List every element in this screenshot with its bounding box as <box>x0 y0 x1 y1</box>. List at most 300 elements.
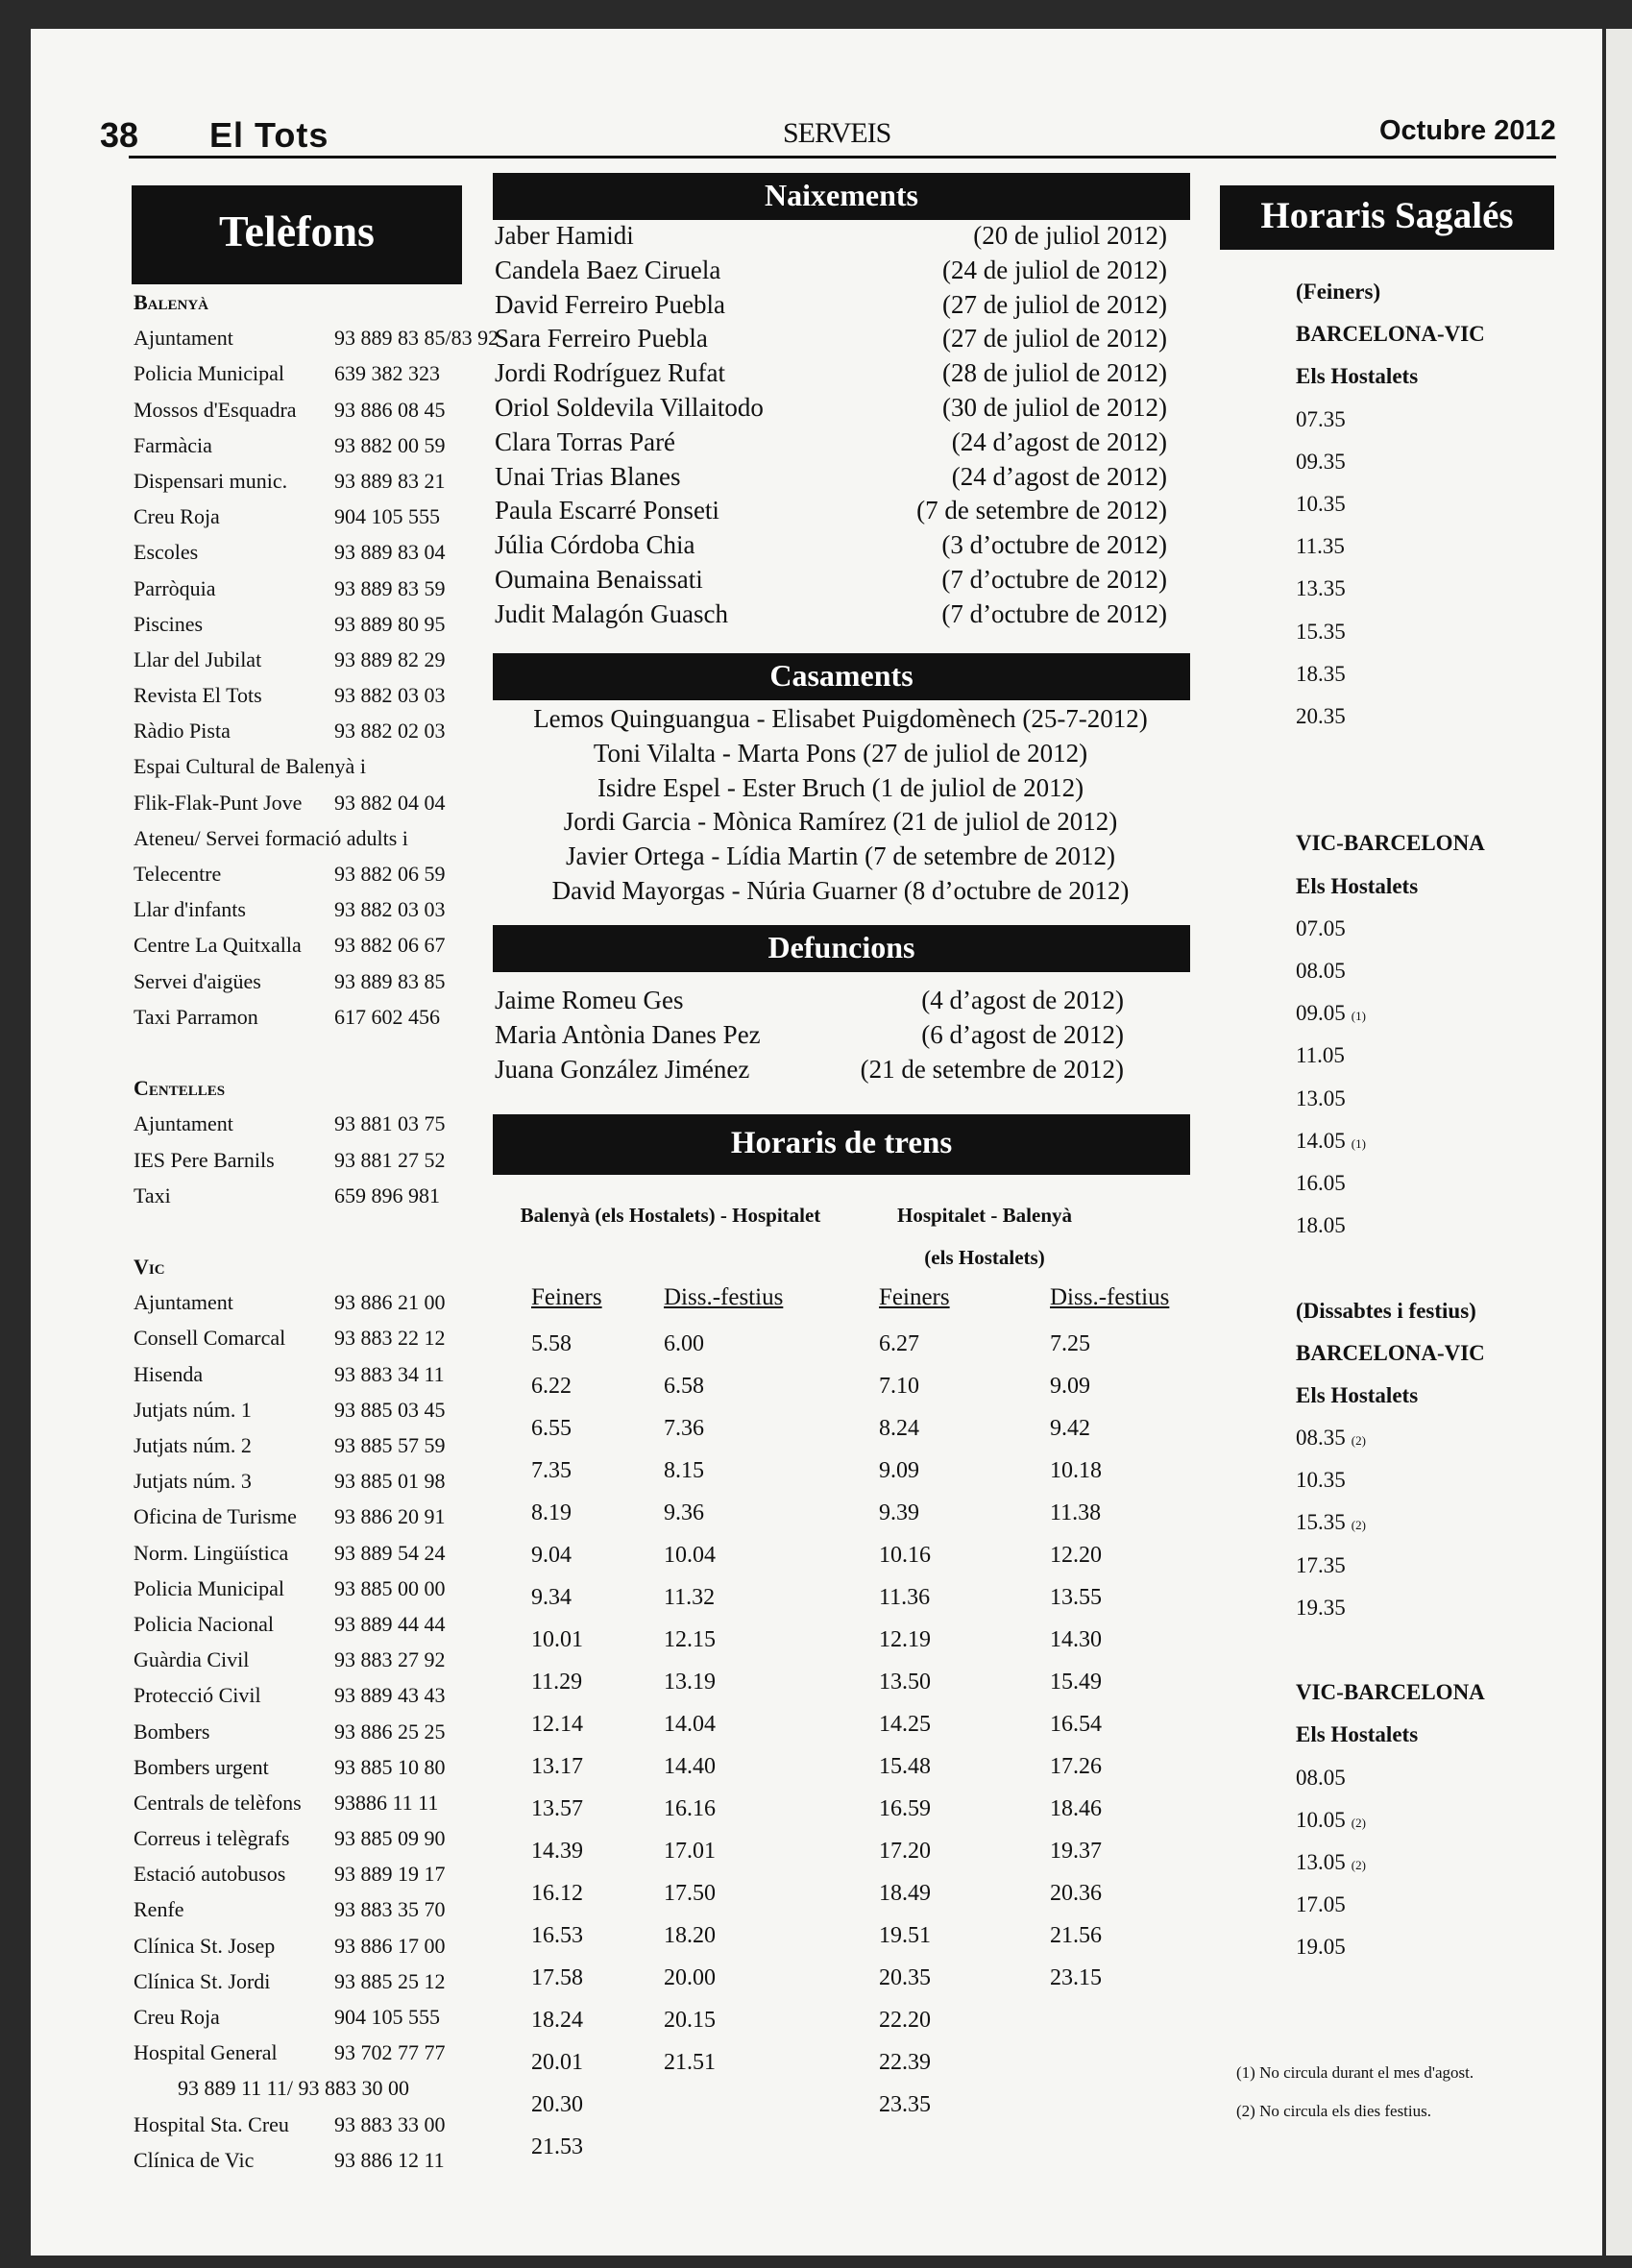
phone-number: 617 602 456 <box>334 1004 440 1029</box>
phone-row <box>134 1856 479 1891</box>
bus-time: Els Hostalets <box>1296 364 1419 389</box>
wedding-row: David Mayorgas - Núria Guarner (8 d’octubre de 2012) <box>551 875 1130 905</box>
death-row-name: Maria Antònia Danes Pez <box>495 1019 761 1049</box>
train-time: 18.20 <box>664 1923 716 1948</box>
bus-row <box>1296 1290 1613 1332</box>
phone-row <box>134 320 499 355</box>
telefons-list <box>134 284 499 2178</box>
train-time: 18.49 <box>879 1881 931 1906</box>
telefons-group-title: Centelles <box>134 1076 226 1101</box>
birth-row-date: (24 d’agost de 2012) <box>951 427 1167 456</box>
bus-row <box>1296 1629 1613 1671</box>
phone-name: Hisenda <box>134 1361 204 1386</box>
bus-time: 17.05 <box>1296 1892 1346 1917</box>
phone-number: 93 885 03 45 <box>334 1397 446 1422</box>
phone-row <box>134 1606 479 1642</box>
bus-time: VIC-BARCELONA <box>1296 831 1485 856</box>
train-time: 11.36 <box>879 1585 931 1610</box>
birth-row-name: Candela Baez Ciruela <box>495 255 721 284</box>
phone-row <box>134 677 479 713</box>
phone-row <box>134 927 479 963</box>
train-time: 12.20 <box>1050 1543 1102 1568</box>
phone-row <box>134 1749 479 1785</box>
birth-row-name: Oriol Soldevila Villaitodo <box>495 392 764 422</box>
train-time: 5.58 <box>531 1331 572 1356</box>
birth-row-date: (24 de juliol de 2012) <box>942 255 1167 284</box>
phone-row <box>134 1820 479 1856</box>
phone-number: 93 889 80 95 <box>334 611 446 636</box>
bus-row <box>1296 1205 1613 1247</box>
phone-row <box>134 606 479 642</box>
phone-number: 659 896 981 <box>334 1183 440 1207</box>
train-time: 9.39 <box>879 1500 919 1525</box>
phone-row <box>134 1284 479 1320</box>
bus-row <box>1296 1587 1613 1629</box>
birth-row <box>495 391 1186 426</box>
train-time: 14.04 <box>664 1712 716 1737</box>
bus-row <box>1296 525 1613 568</box>
death-row-date: (4 d’agost de 2012) <box>921 986 1124 1014</box>
train-time: 7.10 <box>879 1374 919 1399</box>
phone-number: 93 883 35 70 <box>334 1897 446 1922</box>
wedding-row: Jordi Garcia - Mònica Ramírez (21 de juliol de 2012) <box>563 807 1118 837</box>
train-time: 20.00 <box>664 1965 716 1990</box>
phone-number: 93 882 02 03 <box>334 719 446 744</box>
train-time: 15.49 <box>1050 1670 1102 1695</box>
bus-row <box>1296 908 1613 950</box>
bus-note: (2) <box>1351 1518 1366 1533</box>
bus-row <box>1296 1332 1613 1375</box>
train-time: 22.39 <box>879 2050 931 2075</box>
phone-name: Flik-Flak-Punt Jove <box>134 790 303 815</box>
phone-row <box>134 2142 479 2178</box>
train-time: 13.55 <box>1050 1585 1102 1610</box>
train-time: 16.59 <box>879 1796 931 1821</box>
route1-festius-header: Diss.-festius <box>664 1284 784 1310</box>
phone-number: 93 889 83 21 <box>334 468 446 493</box>
death-row-date: (6 d’agost de 2012) <box>921 1019 1124 1049</box>
bus-time: 14.05 <box>1296 1128 1346 1153</box>
bus-row <box>1296 992 1613 1035</box>
spacer <box>134 1035 479 1070</box>
train-time: 17.58 <box>531 1965 583 1990</box>
header-rule <box>129 156 1556 159</box>
phone-number: 93 886 08 45 <box>334 397 446 422</box>
bus-row <box>1296 399 1613 441</box>
train-time: 13.50 <box>879 1670 931 1695</box>
train-time: 17.20 <box>879 1839 931 1864</box>
defuncions-list <box>495 984 1186 1086</box>
bus-row <box>1296 1841 1613 1884</box>
train-time: 6.22 <box>531 1374 572 1399</box>
route1-festius-times <box>664 1323 716 2084</box>
train-time: 13.17 <box>531 1754 583 1779</box>
birth-row <box>495 219 1186 254</box>
phone-name: Ajuntament <box>134 326 233 351</box>
phone-number: 93 889 82 29 <box>334 646 446 671</box>
train-time: 16.54 <box>1050 1712 1102 1737</box>
bus-row <box>1296 780 1613 822</box>
bus-time: 15.35 <box>1296 619 1346 644</box>
naixements-list <box>495 219 1186 632</box>
train-time: 18.24 <box>531 2008 583 2033</box>
bus-time: 08.35 <box>1296 1426 1346 1451</box>
wedding-row: Isidre Espel - Ester Bruch (1 de juliol de 2012) <box>597 772 1084 802</box>
phone-name: Creu Roja <box>134 504 220 529</box>
bus-row <box>1296 1459 1613 1501</box>
phone-row <box>134 1928 479 1963</box>
birth-row <box>495 597 1186 632</box>
phone-row <box>134 891 479 927</box>
phone-row <box>134 499 479 534</box>
route2-feiners-times <box>879 1323 931 2126</box>
phone-row <box>134 999 479 1035</box>
train-time: 10.18 <box>1050 1458 1102 1483</box>
footnote-1: (1) No circula durant el mes d'agost. <box>1236 2063 1474 2082</box>
bus-row <box>1296 1162 1613 1205</box>
phone-row <box>134 1677 479 1713</box>
train-time: 9.04 <box>531 1543 572 1568</box>
bus-row <box>1296 866 1613 908</box>
phone-number: 93 886 17 00 <box>334 1933 446 1958</box>
phone-number: 93 885 01 98 <box>334 1469 446 1494</box>
phone-name: Consell Comarcal <box>134 1326 286 1351</box>
phone-row <box>134 785 479 820</box>
wedding-row: Toni Vilalta - Marta Pons (27 de juliol de 2012) <box>593 738 1088 768</box>
phone-row <box>134 1142 479 1178</box>
bus-time: 07.35 <box>1296 406 1346 431</box>
train-time: 14.25 <box>879 1712 931 1737</box>
phone-number: 93 885 25 12 <box>334 1968 446 1993</box>
train-time: 12.19 <box>879 1627 931 1652</box>
bus-row <box>1296 271 1613 313</box>
phone-number: 93 881 03 75 <box>334 1111 446 1136</box>
birth-row <box>495 460 1186 495</box>
phone-number: 93 889 19 17 <box>334 1862 446 1887</box>
phone-name: Dispensari munic. <box>134 468 288 493</box>
birth-row-name: Jaber Hamidi <box>495 221 634 250</box>
train-time: 11.38 <box>1050 1500 1102 1525</box>
phone-name: Guàrdia Civil <box>134 1647 250 1672</box>
route1-feiners-header: Feiners <box>531 1284 602 1310</box>
phone-row <box>134 463 479 499</box>
phone-name: Mossos d'Esquadra <box>134 397 297 422</box>
bus-row <box>1296 1375 1613 1417</box>
phone-name: Centre La Quitxalla <box>134 933 302 958</box>
train-time: 13.57 <box>531 1796 583 1821</box>
telefons-group-title: Vic <box>134 1255 165 1280</box>
phone-row <box>134 963 479 999</box>
casaments-heading: Casaments <box>493 653 1190 700</box>
bus-row <box>1296 950 1613 992</box>
train-time: 9.09 <box>879 1458 919 1483</box>
birth-row-date: (27 de juliol de 2012) <box>942 289 1167 319</box>
bus-time: 10.05 <box>1296 1807 1346 1832</box>
train-time: 13.19 <box>664 1670 716 1695</box>
phone-number: 93 889 83 04 <box>334 540 446 565</box>
train-time: 7.25 <box>1050 1331 1090 1356</box>
train-time: 14.39 <box>531 1839 583 1864</box>
phone-number: 93 883 27 92 <box>334 1647 446 1672</box>
death-row <box>495 1018 1186 1053</box>
bus-row <box>1296 313 1613 355</box>
death-row-date: (21 de setembre de 2012) <box>860 1054 1124 1084</box>
train-time: 6.55 <box>531 1416 572 1441</box>
telefons-group-title: Balenyà <box>134 290 209 314</box>
phone-number: 93 889 83 59 <box>334 575 446 600</box>
bus-time: 08.05 <box>1296 1765 1346 1790</box>
phone-name: Centrals de telèfons <box>134 1790 302 1815</box>
bus-row <box>1296 611 1613 653</box>
phone-row <box>134 392 479 427</box>
train-time: 22.20 <box>879 2008 931 2033</box>
bus-row <box>1296 1926 1613 1968</box>
bus-row <box>1296 1799 1613 1841</box>
bus-time: (Feiners) <box>1296 280 1381 304</box>
phone-row <box>134 1571 479 1606</box>
bus-row <box>1296 1545 1613 1587</box>
phone-number: 93 882 03 03 <box>334 683 446 708</box>
route2-festius-times <box>1050 1323 1102 1999</box>
route2-title-line2: (els Hostalets) <box>924 1246 1045 1269</box>
defuncions-heading: Defuncions <box>493 925 1190 972</box>
phone-name: Policia Nacional <box>134 1611 275 1636</box>
bus-time: (Dissabtes i festius) <box>1296 1298 1476 1323</box>
phone-name: Estació autobusos <box>134 1862 286 1887</box>
bus-row <box>1296 1501 1613 1544</box>
phone-name: Revista El Tots <box>134 683 262 708</box>
bus-note: (2) <box>1351 1433 1366 1449</box>
train-time: 14.30 <box>1050 1627 1102 1652</box>
wedding-row: Javier Ortega - Lídia Martin (7 de setembre de 2012) <box>565 841 1116 871</box>
phone-name: Jutjats núm. 2 <box>134 1433 252 1457</box>
train-time: 6.58 <box>664 1374 704 1399</box>
train-time: 21.56 <box>1050 1923 1102 1948</box>
phone-number: 904 105 555 <box>334 504 440 529</box>
birth-row-name: Unai Trias Blanes <box>495 461 681 491</box>
bus-time: 13.35 <box>1296 576 1346 601</box>
phone-name: Clínica St. Jordi <box>134 1968 271 1993</box>
bus-time: 18.05 <box>1296 1213 1346 1238</box>
phone-row <box>134 1427 479 1463</box>
phone-row <box>134 1356 479 1392</box>
train-time: 16.12 <box>531 1881 583 1906</box>
phone-name: Parròquia <box>134 575 216 600</box>
phone-name: Jutjats núm. 3 <box>134 1469 252 1494</box>
phone-row <box>134 534 479 570</box>
birth-row <box>495 528 1186 563</box>
phone-number: 93 883 34 11 <box>334 1361 445 1386</box>
phone-number: 93886 11 11 <box>334 1790 439 1815</box>
bus-time: BARCELONA-VIC <box>1296 322 1485 347</box>
phone-name: Hospital Sta. Creu <box>134 2111 289 2136</box>
train-time: 11.32 <box>664 1585 716 1610</box>
bus-time: 18.35 <box>1296 661 1346 686</box>
birth-row <box>495 356 1186 391</box>
phone-number: 93 885 57 59 <box>334 1433 446 1457</box>
phone-name: Bombers urgent <box>134 1754 269 1779</box>
birth-row-name: Judit Malagón Guasch <box>495 598 728 628</box>
birth-row <box>495 563 1186 597</box>
phone-row <box>134 1463 479 1499</box>
train-time: 12.14 <box>531 1712 583 1737</box>
phone-name: Ateneu/ Servei formació adults i <box>134 825 408 850</box>
train-time: 23.35 <box>879 2092 931 2117</box>
phone-name: Policia Municipal <box>134 1575 285 1600</box>
birth-row-date: (30 de juliol de 2012) <box>942 392 1167 422</box>
phone-row <box>134 355 479 391</box>
train-time: 7.35 <box>531 1458 572 1483</box>
train-time: 15.48 <box>879 1754 931 1779</box>
phone-row <box>134 2107 479 2142</box>
phone-name: Bombers <box>134 1719 210 1744</box>
death-row <box>495 1053 1186 1087</box>
phone-row <box>134 1999 479 2035</box>
phone-row <box>134 1963 479 1999</box>
phone-number: 93 889 44 44 <box>334 1611 446 1636</box>
train-time: 20.36 <box>1050 1881 1102 1906</box>
page-number: 38 <box>100 115 139 155</box>
footnote-2: (2) No circula els dies festius. <box>1236 2102 1431 2120</box>
bus-time: 13.05 <box>1296 1849 1346 1874</box>
train-time: 20.01 <box>531 2050 583 2075</box>
phone-number: 93 886 25 25 <box>334 1719 446 1744</box>
phone-name: Protecció Civil <box>134 1683 261 1708</box>
train-time: 21.53 <box>531 2134 583 2159</box>
bus-row <box>1296 441 1613 483</box>
train-time: 19.37 <box>1050 1839 1102 1864</box>
phone-name: Servei d'aigües <box>134 968 261 993</box>
bus-time: 07.05 <box>1296 915 1346 940</box>
train-time: 8.24 <box>879 1416 919 1441</box>
phone-name: Norm. Lingüística <box>134 1540 289 1565</box>
phone-name: Ajuntament <box>134 1290 233 1315</box>
train-time: 6.00 <box>664 1331 704 1356</box>
phone-number: 93 885 00 00 <box>334 1575 446 1600</box>
phone-number: 93 886 21 00 <box>334 1290 446 1315</box>
phone-number: 93 882 06 67 <box>334 933 446 958</box>
bus-row <box>1296 483 1613 525</box>
train-time: 8.19 <box>531 1500 572 1525</box>
bus-time: 11.35 <box>1296 534 1345 559</box>
phone-row <box>134 748 479 784</box>
bus-time: 10.35 <box>1296 1468 1346 1493</box>
phone-name: Clínica St. Josep <box>134 1933 276 1958</box>
bus-row <box>1296 653 1613 695</box>
train-time: 17.01 <box>664 1839 716 1864</box>
birth-row-date: (20 de juliol 2012) <box>973 221 1167 250</box>
bus-note: (1) <box>1351 1135 1366 1151</box>
route2-festius-header: Diss.-festius <box>1050 1284 1170 1310</box>
train-time: 16.53 <box>531 1923 583 1948</box>
phone-row <box>134 1535 479 1571</box>
phone-name: Piscines <box>134 611 204 636</box>
phone-number: 93 881 27 52 <box>334 1147 446 1172</box>
bus-time: 09.05 <box>1296 1001 1346 1026</box>
train-time: 9.34 <box>531 1585 572 1610</box>
route2-feiners-header: Feiners <box>879 1284 950 1310</box>
birth-row-date: (7 de setembre de 2012) <box>916 496 1167 525</box>
issue-date: Octubre 2012 <box>1379 115 1556 146</box>
bus-note: (2) <box>1351 1857 1366 1872</box>
bus-row <box>1296 1671 1613 1714</box>
bus-row <box>1296 1120 1613 1162</box>
route2-title-line1: Hospitalet - Balenyà <box>897 1204 1072 1227</box>
sagales-timetable <box>1296 271 1613 1969</box>
phone-name: Creu Roja <box>134 2005 220 2029</box>
spacer <box>134 1213 479 1249</box>
birth-row-date: (7 d’octubre de 2012) <box>941 564 1167 594</box>
phone-name: Renfe <box>134 1897 184 1922</box>
bus-time: 09.35 <box>1296 449 1346 474</box>
bus-row <box>1296 738 1613 780</box>
trens-heading: Horaris de trens <box>493 1114 1190 1175</box>
bus-time: BARCELONA-VIC <box>1296 1340 1485 1365</box>
phone-number: 93 885 10 80 <box>334 1754 446 1779</box>
bus-row <box>1296 355 1613 398</box>
casaments-list <box>495 702 1186 909</box>
phone-row <box>134 1392 479 1427</box>
phone-row <box>134 1106 479 1141</box>
phone-number: 93 883 22 12 <box>334 1326 446 1351</box>
phone-row <box>134 1320 479 1355</box>
phone-number: 93 889 83 85/83 92 <box>334 326 499 351</box>
phone-row <box>134 1891 479 1927</box>
phone-row <box>134 1642 479 1677</box>
train-time: 11.29 <box>531 1670 583 1695</box>
train-time: 16.16 <box>664 1796 716 1821</box>
birth-row-date: (27 de juliol de 2012) <box>942 324 1167 354</box>
train-time: 10.04 <box>664 1543 716 1568</box>
phone-name: Correus i telègrafs <box>134 1826 290 1851</box>
magazine-title: El Tots <box>209 115 329 155</box>
bus-time: 08.05 <box>1296 959 1346 983</box>
bus-time: 16.05 <box>1296 1170 1346 1195</box>
phone-number: 93 702 77 77 <box>334 2040 446 2065</box>
phone-number: 93 889 54 24 <box>334 1540 446 1565</box>
phone-row <box>134 642 479 677</box>
birth-row-name: Júlia Córdoba Chia <box>495 530 695 560</box>
phone-row <box>134 1499 479 1534</box>
phone-number: 639 382 323 <box>334 361 440 386</box>
bus-time: Els Hostalets <box>1296 1722 1419 1747</box>
sagales-heading: Horaris Sagalés <box>1220 185 1554 250</box>
route1-feiners-times <box>531 1323 583 2168</box>
phone-name: IES Pere Barnils <box>134 1147 275 1172</box>
bus-row <box>1296 822 1613 865</box>
train-time: 18.46 <box>1050 1796 1102 1821</box>
train-time: 8.15 <box>664 1458 704 1483</box>
train-time: 9.36 <box>664 1500 704 1525</box>
birth-row <box>495 322 1186 356</box>
phone-number: 904 105 555 <box>334 2005 440 2029</box>
train-time: 6.27 <box>879 1331 919 1356</box>
wedding-row: Lemos Quinguangua - Elisabet Puigdomènech (25-7-2012) <box>533 704 1148 733</box>
phone-name: Ajuntament <box>134 1111 233 1136</box>
telefons-heading: Telèfons <box>132 185 462 284</box>
bus-note: (1) <box>1351 1009 1366 1024</box>
birth-row-name: Paula Escarré Ponseti <box>495 496 719 525</box>
birth-row-date: (24 d’agost de 2012) <box>951 461 1167 491</box>
phone-number: 93 882 06 59 <box>334 862 446 886</box>
phone-number: 93 885 09 90 <box>334 1826 446 1851</box>
phone-name: 93 889 11 11/ 93 883 30 00 <box>178 2076 409 2101</box>
bus-row <box>1296 1417 1613 1459</box>
train-time: 17.26 <box>1050 1754 1102 1779</box>
birth-row-name: Clara Torras Paré <box>495 427 676 456</box>
train-time: 9.09 <box>1050 1374 1090 1399</box>
phone-number: 93 882 04 04 <box>334 790 446 815</box>
